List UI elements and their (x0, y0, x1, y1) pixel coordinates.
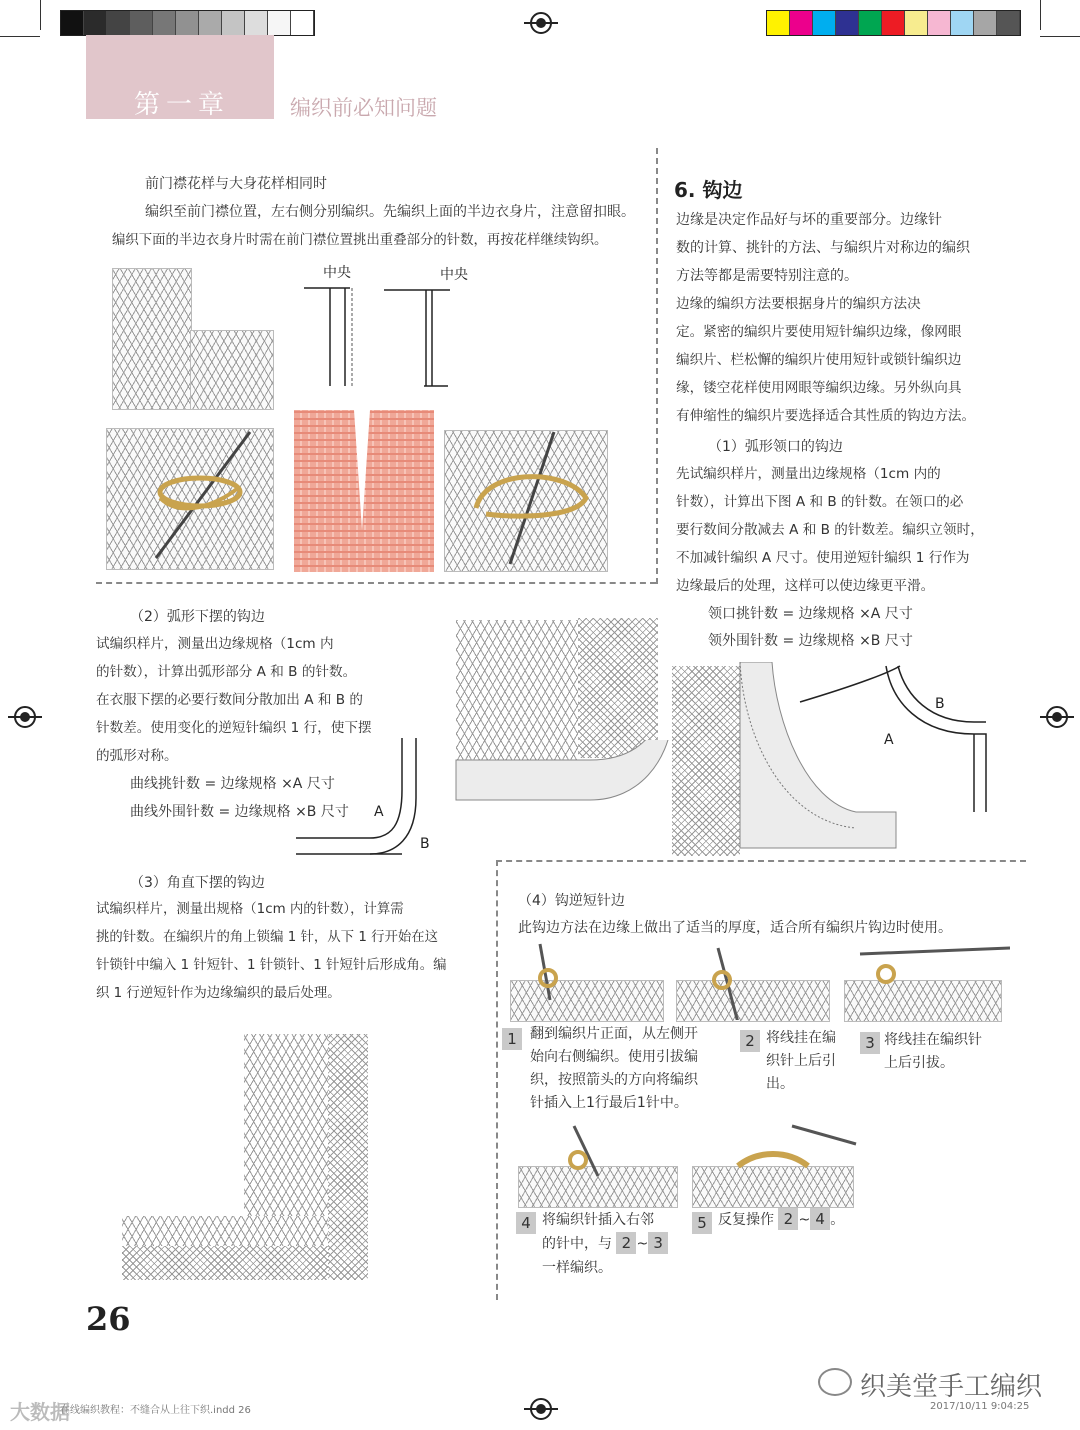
paragraph-line: 边缘是决定作品好与坏的重要部分。边缘针 (676, 212, 942, 228)
paragraph-line: 编织片、栏松懈的编织片使用短针或锁针编织边 (676, 352, 962, 368)
calibration-swatch (153, 11, 176, 35)
step-number: 2 (740, 1030, 760, 1052)
step-text: 始向右侧编织。使用引拔编 (530, 1049, 698, 1065)
calibration-swatch (130, 11, 153, 35)
swatch-split (354, 410, 370, 530)
label-b: B (420, 836, 430, 852)
subsection-title: （4）钩逆短针边 (518, 893, 625, 909)
calibration-swatch (836, 11, 859, 35)
calibration-swatch (997, 11, 1020, 35)
step-hooks-row1 (510, 940, 1010, 1020)
step-text: 织针上后引 (766, 1053, 836, 1069)
crop-mark (40, 0, 41, 30)
step-text: 织，按照箭头的方向将编织 (530, 1072, 698, 1088)
step-ref: 2 (616, 1232, 636, 1254)
calibration-swatch (199, 11, 222, 35)
registration-mark-left (14, 706, 36, 728)
registration-mark-top (530, 12, 552, 34)
subsection-title: （1）弧形领口的钩边 (708, 439, 843, 455)
paragraph-line: 试编织样片，测量出规格（1cm 内的针数），计算需 (96, 902, 404, 917)
logo-left: 大数据 (10, 1400, 70, 1424)
paragraph-line: 的弧形对称。 (96, 748, 178, 764)
paragraph-line: 有伸缩性的编织片要选择适合其性质的钩边方法。 (676, 408, 976, 424)
step-text (718, 1206, 844, 1234)
step-ref: 3 (648, 1232, 668, 1254)
label-a: A (884, 732, 894, 748)
paragraph-line: 方法等都是需要特别注意的。 (676, 268, 858, 284)
calibration-swatch (928, 11, 951, 35)
calibration-swatch (84, 11, 107, 35)
step-text: 反复操作 (718, 1212, 774, 1228)
curved-hem-bottom (440, 740, 680, 804)
calibration-swatch (245, 11, 268, 35)
step-text: 上后引拔。 (884, 1055, 954, 1071)
step-text: 的针中，与 (542, 1236, 612, 1252)
paragraph-line: 挑的针数。在编织片的角上锁编 1 针，从下 1 行开始在这 (96, 930, 439, 945)
calibration-swatch (813, 11, 836, 35)
paragraph-line: 数的计算、挑针的方法、与编织片对称边的编织 (676, 240, 970, 256)
wechat-icon (818, 1368, 852, 1396)
hook-yarn-illustration (456, 428, 606, 568)
paragraph-line: 针锁针中编入 1 针短针、1 针锁针、1 针短针后形成角。编 (96, 958, 447, 973)
calibration-swatch (222, 11, 245, 35)
paragraph-line: 不加减针编织 A 尺寸。使用逆短针编织 1 行作为 (676, 550, 970, 566)
stitch-chart-front-left (112, 268, 192, 410)
calibration-swatch (176, 11, 199, 35)
curved-hem-stitch-chart (456, 620, 578, 760)
stitch-chart-front-right (190, 330, 274, 410)
divider (496, 860, 1026, 862)
footer-timestamp: 2017/10/11 9:04:25 (930, 1401, 1030, 1412)
label-b: B (935, 696, 945, 712)
calibration-swatch (767, 11, 790, 35)
step-ref-tilde: ~ (636, 1236, 649, 1252)
right-angle-stitch-chart (244, 1034, 328, 1244)
crop-mark (1040, 0, 1041, 30)
paragraph-line: 定。紧密的编织片要使用短针编织边缘，像网眼 (676, 324, 962, 340)
gray-calibration-bar (60, 10, 315, 36)
paragraph-line: 针数），计算出下图 A 和 B 的针数。在领口的必 (676, 494, 964, 510)
hook-yarn-illustration (120, 428, 260, 568)
registration-mark-right (1046, 706, 1068, 728)
calibration-swatch (107, 11, 130, 35)
paragraph-line: 在衣服下摆的必要行数间分散加出 A 和 B 的 (96, 692, 364, 708)
step-number: 5 (692, 1212, 712, 1234)
calibration-swatch (268, 11, 291, 35)
crop-mark (0, 36, 40, 37)
formula: 领口挑针数 = 边缘规格 ×A 尺寸 (708, 606, 913, 622)
front-section-line: 编织至前门襟位置，左右侧分别编织。先编织上面的半边衣身片，注意留扣眼。 (145, 204, 635, 220)
step-number: 4 (516, 1212, 536, 1234)
paragraph-line: 边缘最后的处理，这样可以使边缘更平滑。 (676, 578, 935, 594)
formula: 曲线挑针数 = 边缘规格 ×A 尺寸 (130, 776, 335, 792)
registration-mark-bottom (530, 1398, 552, 1420)
paragraph-line: 针数差。使用变化的逆短针编织 1 行，使下摆 (96, 720, 372, 736)
step-number: 1 (502, 1028, 522, 1050)
formula: 曲线外围针数 = 边缘规格 ×B 尺寸 (130, 804, 349, 820)
divider (656, 148, 658, 584)
step-text: 将编织针插入右邻 (542, 1212, 654, 1228)
step-hooks-row2 (518, 1120, 858, 1180)
label-center: 中央 (440, 267, 468, 283)
section4-intro: 此钩边方法在边缘上做出了适当的厚度，适合所有编织片钩边时使用。 (518, 920, 952, 936)
placket-schematic (300, 280, 500, 400)
step-text: 翻到编织片正面，从左侧开 (530, 1026, 698, 1042)
watermark: 织美堂手工编织 (860, 1372, 1043, 1402)
calibration-swatch (61, 11, 84, 35)
calibration-swatch (974, 11, 997, 35)
right-angle-bottom-chart (122, 1216, 328, 1246)
curved-hem-edge (578, 618, 658, 758)
page-number: 26 (86, 1300, 131, 1338)
chapter-title: 第一章 (134, 90, 231, 120)
step-text-end: 。 (830, 1212, 845, 1228)
front-section-line: 编织下面的半边衣身片时需在前门襟位置挑出重叠部分的针数，再按花样继续钩织。 (112, 233, 608, 248)
chapter-subtitle: 编织前必知问题 (290, 96, 437, 120)
calibration-swatch (291, 11, 314, 35)
neckline-schematic (790, 662, 1000, 822)
calibration-swatch (859, 11, 882, 35)
paragraph-line: 要行数间分散减去 A 和 B 的针数差。编织立领时， (676, 522, 984, 538)
step-ref-tilde: ~ (798, 1212, 811, 1228)
paragraph-line: 缘，镂空花样使用网眼等编织边缘。另外纵向具 (676, 380, 962, 396)
label-center: 中央 (323, 265, 351, 281)
paragraph-line: 的针数），计算出弧形部分 A 和 B 的针数。 (96, 664, 357, 680)
calibration-swatch (790, 11, 813, 35)
calibration-swatch (882, 11, 905, 35)
calibration-swatch (905, 11, 928, 35)
paragraph-line: 边缘的编织方法要根据身片的编织方法决 (676, 296, 921, 312)
paragraph-line: 织 1 行逆短针作为边缘编织的最后处理。 (96, 986, 341, 1001)
step-number: 3 (860, 1032, 880, 1054)
subsection-title: （2）弧形下摆的钩边 (130, 609, 265, 625)
step-text: 出。 (766, 1076, 794, 1092)
step-text: 将线挂在编织针 (884, 1032, 982, 1048)
section-heading: 6. 钩边 (674, 178, 743, 202)
step-text: 将线挂在编 (766, 1030, 836, 1046)
right-angle-bottom-edge (122, 1246, 328, 1280)
formula: 领外围针数 = 边缘规格 ×B 尺寸 (708, 633, 913, 649)
label-a: A (374, 804, 384, 820)
crop-mark (1040, 36, 1080, 37)
step-text: 一样编织。 (542, 1260, 612, 1276)
step-ref: 4 (810, 1208, 830, 1230)
right-angle-edge (328, 1034, 368, 1280)
divider (496, 860, 498, 1300)
front-section-title: 前门襟花样与大身花样相同时 (145, 176, 327, 192)
paragraph-line: 试编织样片，测量出边缘规格（1cm 内 (96, 636, 334, 652)
paragraph-line: 先试编织样片，测量出边缘规格（1cm 内的 (676, 466, 941, 482)
footer-file: 在线编织教程：不缝合从上往下织.indd 26 (60, 1405, 251, 1416)
color-calibration-bar (766, 10, 1021, 36)
step-text: 针插入上1行最后1针中。 (530, 1095, 688, 1111)
calibration-swatch (951, 11, 974, 35)
neckline-stitch-chart (672, 666, 740, 856)
step-ref: 2 (778, 1208, 798, 1230)
subsection-title: （3）角直下摆的钩边 (130, 875, 265, 891)
divider (96, 582, 656, 584)
